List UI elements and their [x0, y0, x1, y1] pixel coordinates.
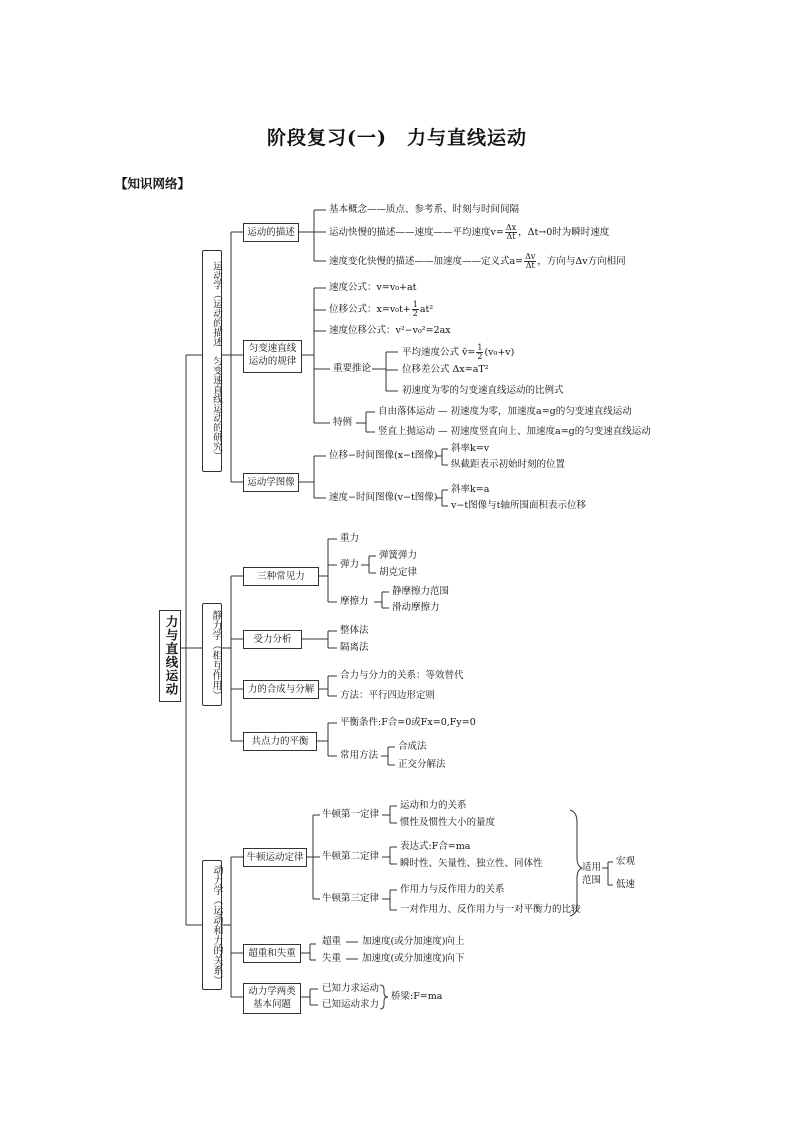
motion-to-force: 已知运动求力: [322, 999, 380, 1010]
displacement-formula: 位移公式：x=v₀t+ $\frac{1}{2}$ at²: [329, 300, 434, 318]
second-law-properties: 瞬时性、矢量性、独立性、同体性: [400, 858, 543, 869]
isolation-method: 隔离法: [340, 642, 369, 653]
special-case-label: 特例: [333, 417, 353, 428]
spring-force: 弹簧弹力: [379, 550, 418, 561]
describe-node: 运动的描述: [243, 223, 299, 242]
gravity: 重力: [340, 533, 360, 544]
force-analysis-node: 受力分析: [243, 630, 302, 649]
statics-node: 静力学（相互作用）: [202, 603, 222, 706]
static-friction: 静摩擦力范围: [392, 586, 450, 597]
hooke-law: 胡克定律: [379, 567, 418, 578]
bridge-formula: 桥梁:F=ma: [391, 991, 443, 1002]
vt-area: v−t图像与t轴所围面积表示位移: [451, 500, 586, 511]
avg-fraction: $\frac{1}{2}$: [477, 343, 483, 361]
common-methods: 常用方法: [340, 750, 379, 761]
speed-fraction: $\frac{\Delta x}{\Delta t}$: [505, 223, 517, 241]
elastic-force: 弹力: [340, 559, 360, 570]
vt-graph: 速度−时间图像(v−t图像): [329, 492, 438, 503]
composition-node: 力的合成与分解: [243, 680, 319, 699]
accel-fraction: $\frac{\Delta v}{\Delta t}$: [525, 252, 536, 270]
equilibrium-condition: 平衡条件:F合=0或Fx=0,Fy=0: [340, 717, 476, 728]
free-fall: 自由落体运动 — 初速度为零，加速度a=g的匀变速直线运动: [378, 406, 632, 417]
vertical-throw: 竖直上抛运动 — 初速度竖直向上、加速度a=g的匀变速直线运动: [378, 426, 651, 437]
ratio-formula: 初速度为零的匀变速直线运动的比例式: [402, 385, 564, 396]
xt-slope: 斜率k=v: [451, 443, 490, 454]
dynamics-node: 动力学（运动和力的关系）: [202, 860, 222, 990]
action-reaction: 作用力与反作用力的关系: [400, 884, 505, 895]
kinematics-node: 运动学（运动的描述 匀变速直线运动的研究）: [202, 250, 222, 472]
displacement-difference: 位移差公式 Δx=aT²: [402, 364, 489, 375]
common-forces-node: 三种常见力: [243, 567, 319, 586]
xt-intercept: 纵截距表示初始时刻的位置: [451, 459, 566, 470]
xt-graph: 位移−时间图像(x−t图像): [329, 450, 438, 461]
resultant-relation: 合力与分力的关系：等效替代: [340, 670, 464, 681]
root-node: 力与直线运动: [159, 610, 181, 702]
overweight: 超重: [322, 936, 342, 947]
newton-second-law: 牛顿第二定律: [322, 851, 380, 862]
synthesis-method: 合成法: [398, 741, 427, 752]
orthogonal-method: 正交分解法: [398, 759, 446, 770]
friction-force: 摩擦力: [340, 596, 369, 607]
accel-description: 速度变化快慢的描述——加速度——定义式a= $\frac{\Delta v}{\Delta t}$ ，方向与Δv方向相同: [329, 252, 626, 270]
weightless: 失重: [322, 953, 342, 964]
macro-scope: 宏观: [616, 856, 636, 867]
graphs-node: 运动学图像: [243, 473, 299, 492]
sliding-friction: 滑动摩擦力: [392, 602, 440, 613]
overweight-node: 超重和失重: [243, 944, 301, 963]
dynamics-problems-node: 动力学两类基本问题: [243, 983, 301, 1014]
action-reaction-comparison: 一对作用力、反作用力与一对平衡力的比较: [400, 904, 581, 915]
velocity-displacement-formula: 速度位移公式：v²−v₀²=2ax: [329, 325, 451, 336]
second-law-expression: 表达式:F合=ma: [400, 841, 471, 852]
parallelogram-rule: 方法：平行四边形定则: [340, 690, 436, 701]
half-fraction: $\frac{1}{2}$: [412, 300, 418, 318]
weightless-description: 加速度(或分加速度)向下: [362, 953, 465, 964]
force-to-motion: 已知力求运动: [322, 983, 380, 994]
basic-concepts: 基本概念——质点、参考系、时刻与时间间隔: [329, 204, 520, 215]
force-motion-relation: 运动和力的关系: [400, 800, 467, 811]
scope-label: 适用范围: [582, 862, 602, 886]
uniform-motion-node: 匀变速直线运动的规律: [243, 340, 302, 373]
low-speed-scope: 低速: [616, 879, 636, 890]
overweight-description: 加速度(或分加速度)向上: [362, 936, 465, 947]
whole-method: 整体法: [340, 625, 369, 636]
newton-first-law: 牛顿第一定律: [322, 809, 380, 820]
equilibrium-node: 共点力的平衡: [243, 732, 317, 751]
page-title: 阶段复习(一) 力与直线运动: [267, 127, 527, 149]
speed-description: 运动快慢的描述——速度——平均速度v= $\frac{\Delta x}{\Delta t}$ ，Δt→0时为瞬时速度: [329, 223, 610, 241]
vt-slope: 斜率k=a: [451, 484, 490, 495]
section-label: 【知识网络】: [115, 176, 191, 191]
inference-label: 重要推论: [333, 363, 372, 374]
average-velocity-formula: 平均速度公式 v̄= $\frac{1}{2}$ (v₀+v): [402, 343, 515, 361]
newton-laws-node: 牛顿运动定律: [243, 848, 307, 867]
velocity-formula: 速度公式：v=v₀+at: [329, 282, 417, 293]
inertia-measure: 惯性及惯性大小的量度: [400, 817, 496, 828]
newton-third-law: 牛顿第三定律: [322, 893, 380, 904]
